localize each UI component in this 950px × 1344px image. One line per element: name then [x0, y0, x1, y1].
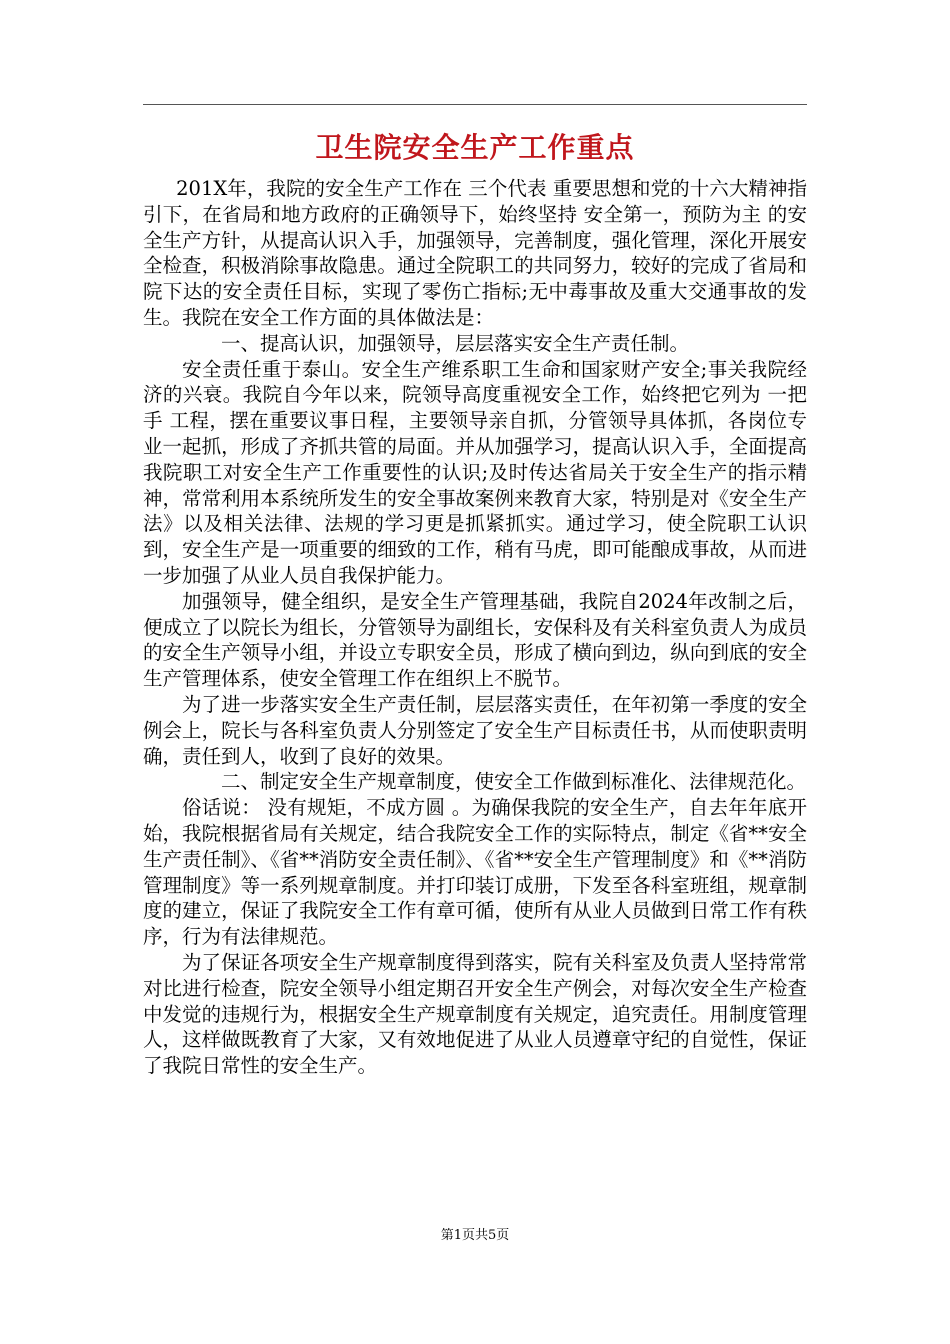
paragraph: 安全责任重于泰山。安全生产维系职工生命和国家财产安全;事关我院经济的兴衰。我院自今年以来，院领导高度重视安全工作，始终把它列为 一把手 工程，摆在重要议事日程，主要领导亲自抓，分管领导具体抓，各岗位专业一起抓，形成了齐抓共管的局面。并从加强学习，提高认识入手，全面提高我院职工对安全生产工作重要性的认识;及时传达省局关于安全生产的指示精神，常常利用本系统所发生的安全事故案例来教育大家，特别是对《安全生产法》以及相关法律、法规的学习更是抓紧抓实。通过学习，使全院职工认识到，安全生产是一项重要的细致的工作，稍有马虎，即可能酿成事故，从而进一步加强了从业人员自我保护能力。: [143, 357, 807, 587]
section-heading-2: 二、制定安全生产规章制度，使安全工作做到标准化、法律规范化。: [221, 770, 807, 794]
paragraph: 为了进一步落实安全生产责任制，层层落实责任，在年初第一季度的安全例会上，院长与各科室负责人分别签定了安全生产目标责任书，从而使职责明确，责任到人，收到了良好的效果。: [143, 692, 807, 768]
paragraph-intro: 201X年，我院的安全生产工作在 三个代表 重要思想和党的十六大精神指引下，在省局和地方政府的正确领导下，始终坚持 安全第一，预防为主 的安全生产方针，从提高认识入手，加强领导，完善制度，强化管理，深化开展安全检查，积极消除事故隐患。通过全院职工的共同努力，较好的完成了省局和院下达的安全责任目标，实现了零伤亡指标;无中毒事故及重大交通事故的发生。我院在安全工作方面的具体做法是：: [143, 177, 807, 329]
page-number: 第1页共5页: [440, 1228, 510, 1243]
paragraph: 为了保证各项安全生产规章制度得到落实，院有关科室及负责人坚持常常对比进行检查，院安全领导小组定期召开安全生产例会，对每次安全生产检查中发觉的违规行为，根据安全生产规章制度有关规定，追究责任。用制度管理人，这样做既教育了大家，又有效地促进了从业人员遵章守纪的自觉性，保证了我院日常性的安全生产。: [143, 950, 807, 1078]
document-body: [143, 176, 807, 1079]
paragraph: 加强领导，健全组织，是安全生产管理基础，我院自2024年改制之后，便成立了以院长为组长，分管领导为副组长，安保科及有关科室负责人为成员的安全生产领导小组，并设立专职安全员，形成了横向到边，纵向到底的安全生产管理体系，使安全管理工作在组织上不脱节。: [143, 589, 807, 691]
header-rule: [143, 104, 807, 105]
document-title: 卫生院安全生产工作重点: [315, 131, 635, 164]
paragraph: 俗话说： 没有规矩，不成方圆 。为确保我院的安全生产，自去年年底开始，我院根据省局有关规定，结合我院安全工作的实际特点，制定《省**安全生产责任制》、《省**消防安全责任制》、《省**安全生产管理制度》和《**消防管理制度》等一系列规章制度。并打印装订成册，下发至各科室班组，规章制度的建立，保证了我院安全工作有章可循，使所有从业人员做到日常工作有秩序，行为有法律规范。: [143, 796, 807, 949]
section-heading-1: 一、提高认识，加强领导，层层落实安全生产责任制。: [221, 331, 690, 355]
